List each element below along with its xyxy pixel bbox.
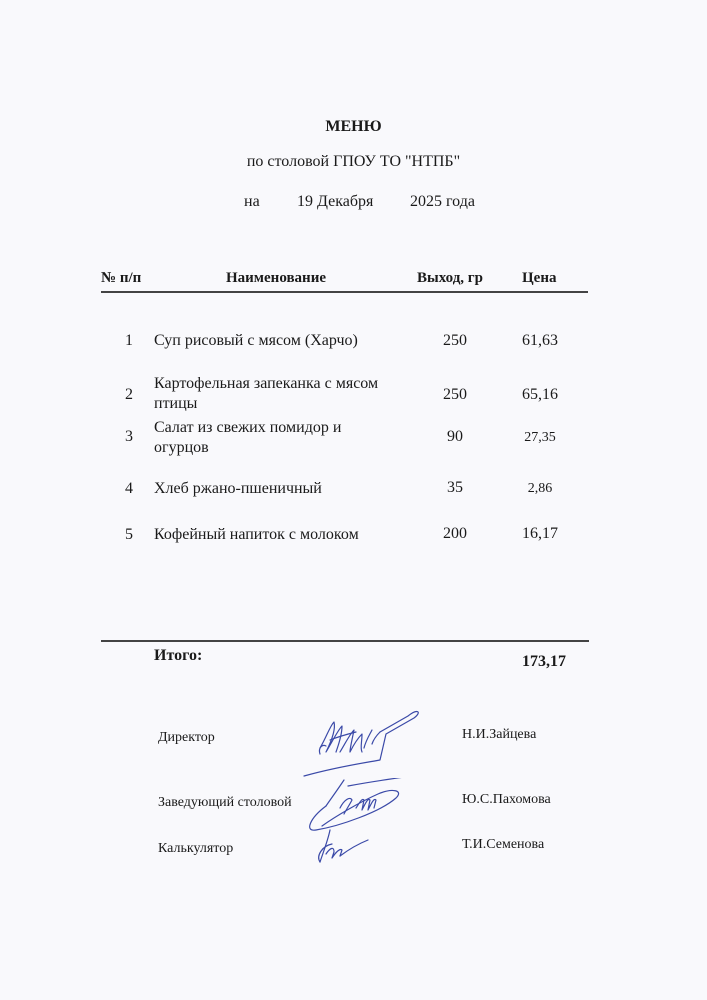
row-name: Картофельная запеканка с мясом птицы: [154, 375, 379, 412]
row-yield: 250: [443, 332, 467, 349]
date-year: 2025 года: [410, 193, 475, 210]
header-divider: [101, 291, 588, 293]
signature-name: Н.И.Зайцева: [462, 727, 537, 742]
row-price: 16,17: [522, 525, 558, 542]
row-price: 27,35: [524, 430, 556, 445]
row-number: 3: [125, 428, 133, 445]
header-name: Наименование: [226, 270, 326, 286]
header-yield: Выход, гр: [417, 270, 483, 286]
header-number: № п/п: [101, 270, 142, 286]
row-yield: 35: [447, 479, 463, 496]
row-name: Кофейный напиток с молоком: [154, 526, 359, 543]
signature-name: Т.И.Семенова: [462, 837, 545, 852]
row-number: 1: [125, 332, 133, 349]
row-number: 5: [125, 526, 133, 543]
date-day-month: 19 Декабря: [297, 193, 374, 210]
row-name: Хлеб ржано-пшеничный: [154, 480, 322, 497]
row-number: 4: [125, 480, 133, 497]
signature-role: Директор: [158, 730, 215, 745]
calculator-signature-icon: [312, 828, 372, 868]
row-yield: 250: [443, 386, 467, 403]
signature-role: Калькулятор: [158, 841, 234, 856]
director-signature-icon: [300, 708, 425, 780]
header-price: Цена: [522, 270, 557, 286]
total-divider: [101, 640, 589, 642]
row-name: Салат из свежих помидор и огурцов: [154, 419, 342, 456]
date-prefix: на: [244, 193, 260, 210]
row-yield: 90: [447, 428, 463, 445]
signature-role: Заведующий столовой: [158, 795, 292, 810]
row-price: 65,16: [522, 386, 558, 403]
row-number: 2: [125, 386, 133, 403]
total-value: 173,17: [522, 653, 566, 670]
row-price: 2,86: [527, 481, 553, 496]
total-label: Итого:: [154, 647, 203, 664]
document-title: МЕНЮ: [325, 118, 382, 135]
document-subtitle: по столовой ГПОУ ТО "НТПБ": [246, 153, 461, 170]
row-price: 61,63: [522, 332, 558, 349]
row-name: Суп рисовый с мясом (Харчо): [154, 332, 358, 349]
signature-name: Ю.С.Пахомова: [462, 792, 551, 807]
row-yield: 200: [443, 525, 467, 542]
